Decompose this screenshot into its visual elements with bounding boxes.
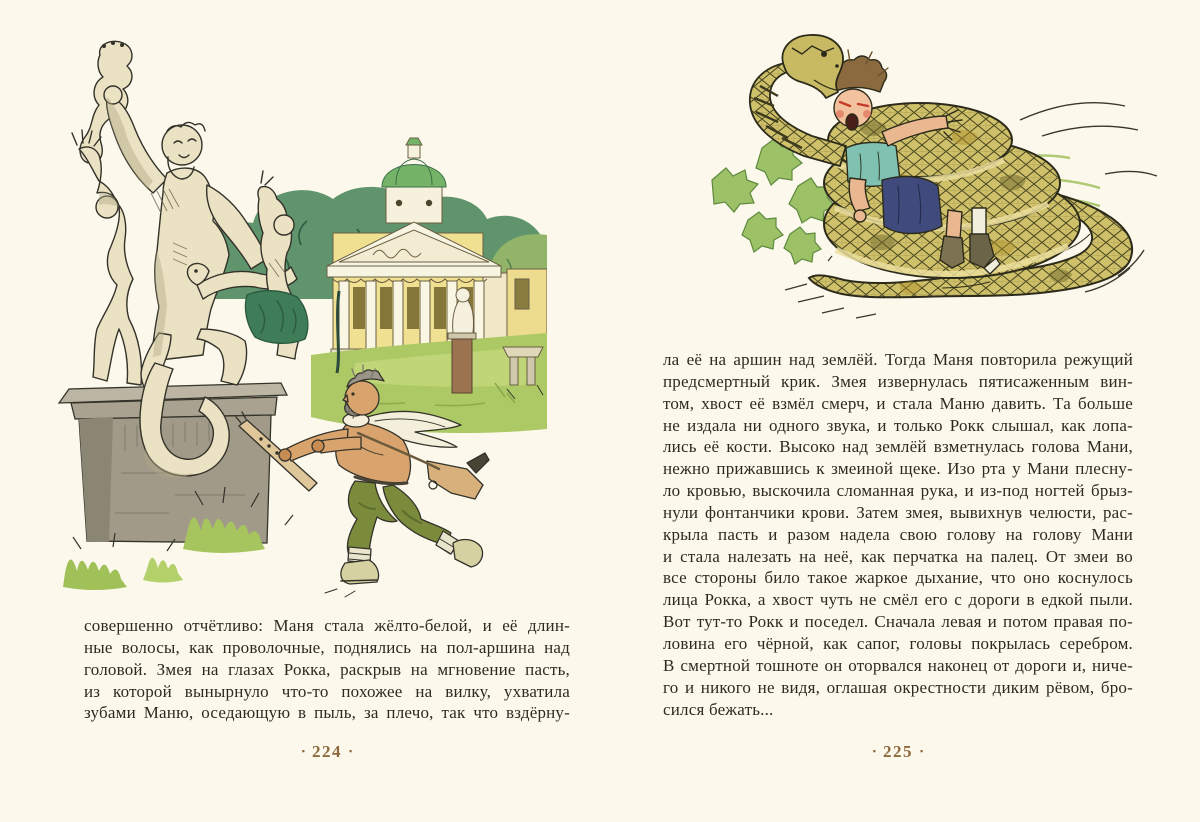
folio-number: 224 [312,742,342,761]
laocoon-statue-illustration [55,33,547,610]
text-line: ловина его чёрной, как сапог, головы покрылась серебром. [663,633,1133,653]
folio-ornament: ▪ [920,746,924,756]
left-text-block [84,615,570,724]
text-line: ло кровью, выскочила сломанная рука, и из-под ногтей брыз- [663,481,1133,501]
folio-number: 225 [883,742,913,761]
text-line: лись её кости. Высоко над землёй взметнулась голова Мани, [663,437,1133,457]
page-number-left [84,742,570,762]
leg [972,208,986,236]
text-line: крыла пасть и разом надела свою голову на голову Мани [663,524,1133,544]
skirt [882,177,942,234]
text-line: и стала налезать на неё, как перчатка на палец. От змеи во [663,546,1133,566]
text-line: ла её на аршин над землёй. Тогда Маня повторила режущий [663,350,1133,369]
folio-ornament: ▪ [349,746,353,756]
folio-ornament: ▪ [872,746,876,756]
boot [940,236,964,268]
text-line: том, хвост её взмёл смерч, и стала Маню давить. Та больше [663,393,1133,413]
text-line: из которой вынырнуло что-то похожее на вилку, ухватила [84,681,570,701]
text-line: головой. Змея на глазах Рокка, раскрыв на мгновение пасть, [84,659,570,679]
text-line: Вот тут-то Рокк и поседел. Сначала левая и потом правая по- [663,612,1133,632]
text-line: лица Рокка, а хвост чуть не смёл его с дороги в едкой пыли. [663,590,1133,610]
page-number-right [663,742,1133,762]
text-line: зубами Маню, оседающую в пыль, за плечо, так что вздёрну- [84,703,570,723]
right-text-block [663,349,1133,720]
text-line: нежно прижавшись к змеиной щеке. Изо рта у Мани плесну- [663,459,1133,479]
text-line: все стороны било такое жаркое дыхание, что оно коснулось [663,568,1133,588]
text-line: ные волосы, как проволочные, поднялись на пол-аршина над [84,637,570,657]
text-line: совершенно отчётливо: Маня стала жёлто-белой, и её длин- [84,616,570,635]
text-line: нули фонтанчики крови. Затем змея, вывихнув челюсти, рас- [663,502,1133,522]
text-line: го и никого не видя, оглашая окрестности диким рёвом, бро- [663,677,1133,697]
text-line: В смертной тошноте он оторвался наконец от дороги и, ниче- [663,655,1133,675]
folio-ornament: ▪ [301,746,305,756]
leg [946,210,962,240]
snake-illustration [690,28,1170,336]
text-line: предсмертный крик. Змея извернулась пятисаженным вин- [663,371,1133,391]
boot [453,540,483,567]
text-line: не издала ни одного звука, и только Рокк слышал, как лопа- [663,415,1133,435]
text-line: сился бежать... [663,699,774,719]
